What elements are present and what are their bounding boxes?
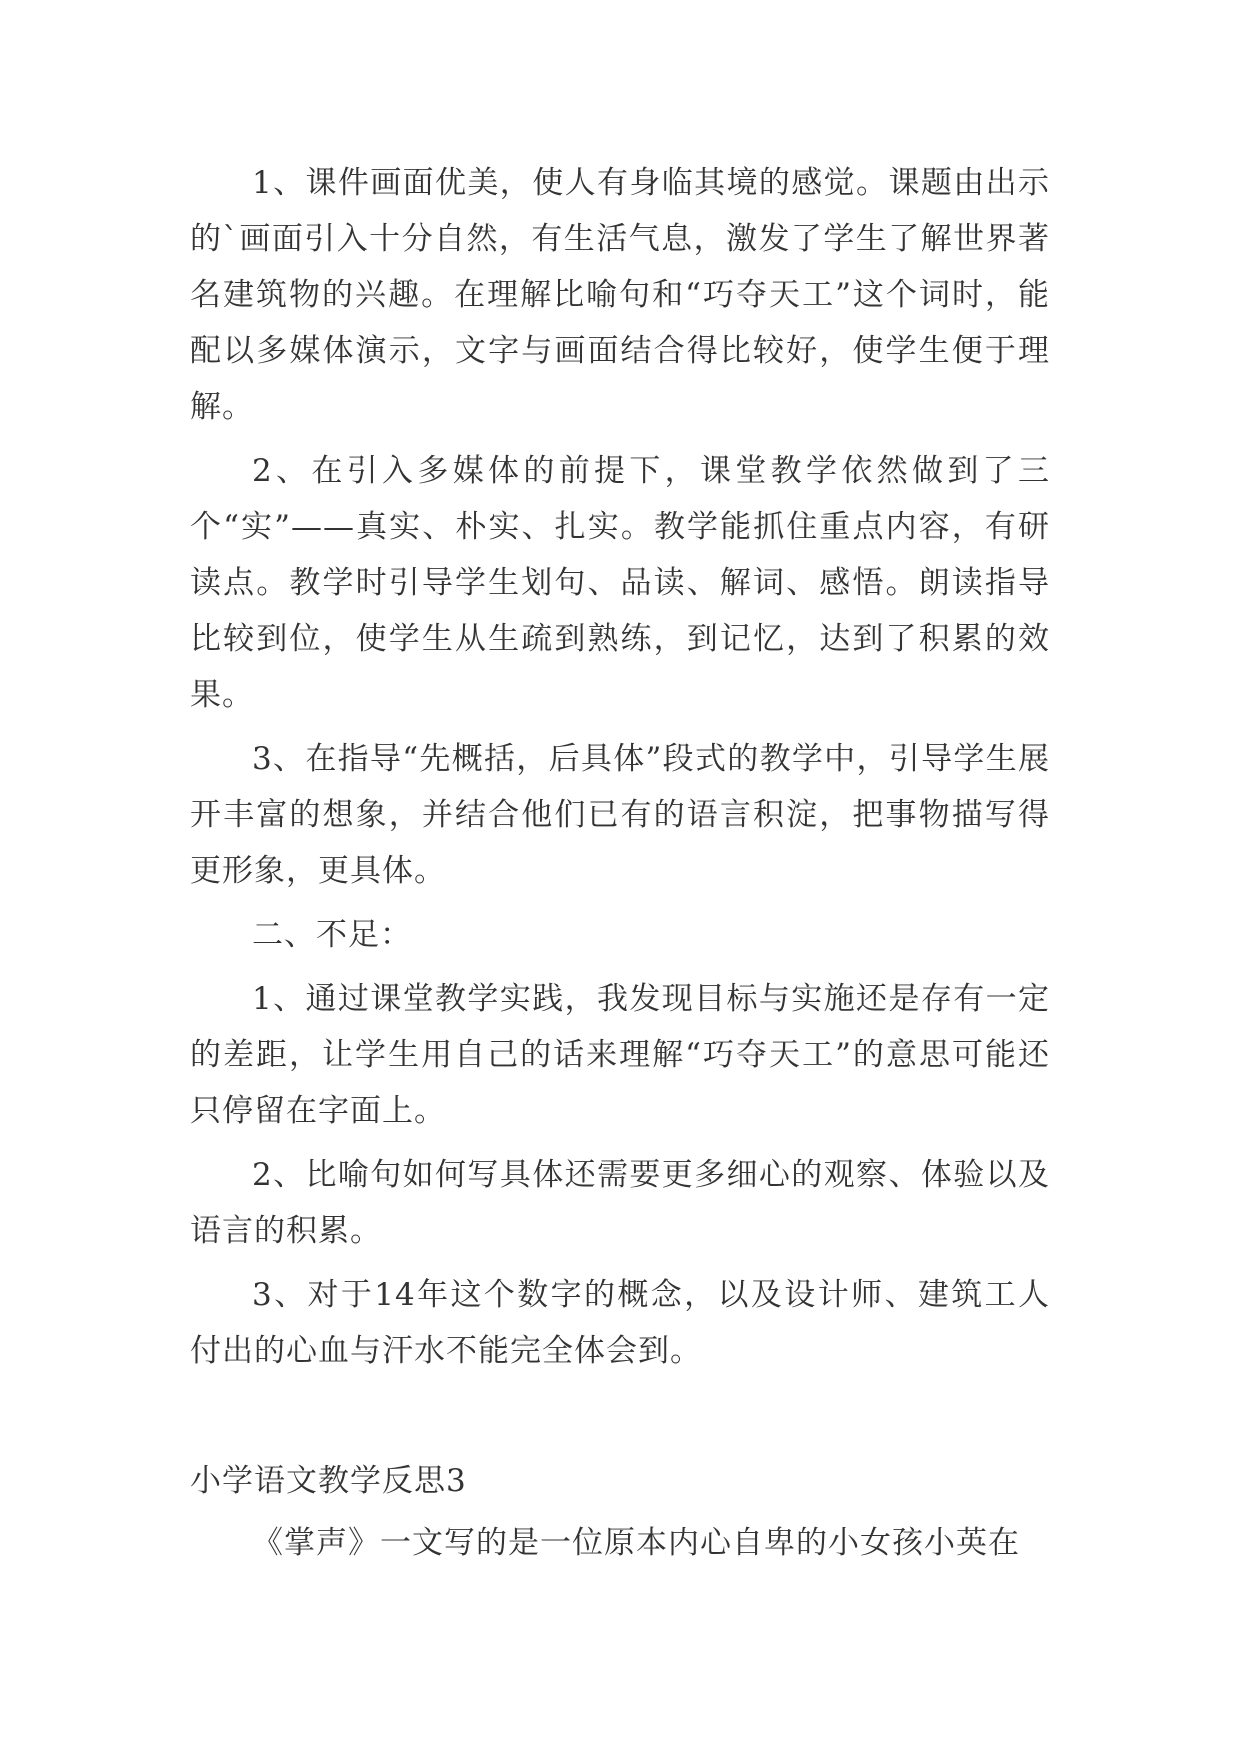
document-body <box>190 155 1050 1579</box>
paragraph-strength-2: 2、在引入多媒体的前提下，课堂教学依然做到了三个“实”——真实、朴实、扎实。教学能抓住重点内容，有研读点。教学时引导学生划句、品读、解词、感悟。朗读指导比较到位，使学生从生疏到熟练，到记忆，达到了积累的效果。 <box>190 453 1050 713</box>
paragraph-strength-1: 1、课件画面优美，使人有身临其境的感觉。课题由出示的`画面引入十分自然，有生活气息，激发了学生了解世界著名建筑物的兴趣。在理解比喻句和“巧夺天工”这个词时，能配以多媒体演示，文字与画面结合得比较好，使学生便于理解。 <box>190 165 1050 425</box>
paragraph-shortcoming-2: 2、比喻句如何写具体还需要更多细心的观察、体验以及语言的积累。 <box>190 1157 1050 1249</box>
paragraph-shortcoming-3: 3、对于14年这个数字的概念，以及设计师、建筑工人付出的心血与汗水不能完全体会到。 <box>190 1277 1050 1369</box>
subheading-shortcomings: 二、不足： <box>252 917 412 953</box>
section-title: 小学语文教学反思3 <box>190 1463 467 1499</box>
paragraph-shortcoming-1: 1、通过课堂教学实践，我发现目标与实施还是存有一定的差距，让学生用自己的话来理解“巧夺天工”的意思可能还只停留在字面上。 <box>190 981 1050 1129</box>
paragraph-strength-3: 3、在指导“先概括，后具体”段式的教学中，引导学生展开丰富的想象，并结合他们已有的语言积淀，把事物描写得更形象，更具体。 <box>190 741 1050 889</box>
paragraph-section-3-intro: 《掌声》一文写的是一位原本内心自卑的小女孩小英在 <box>252 1525 1020 1561</box>
